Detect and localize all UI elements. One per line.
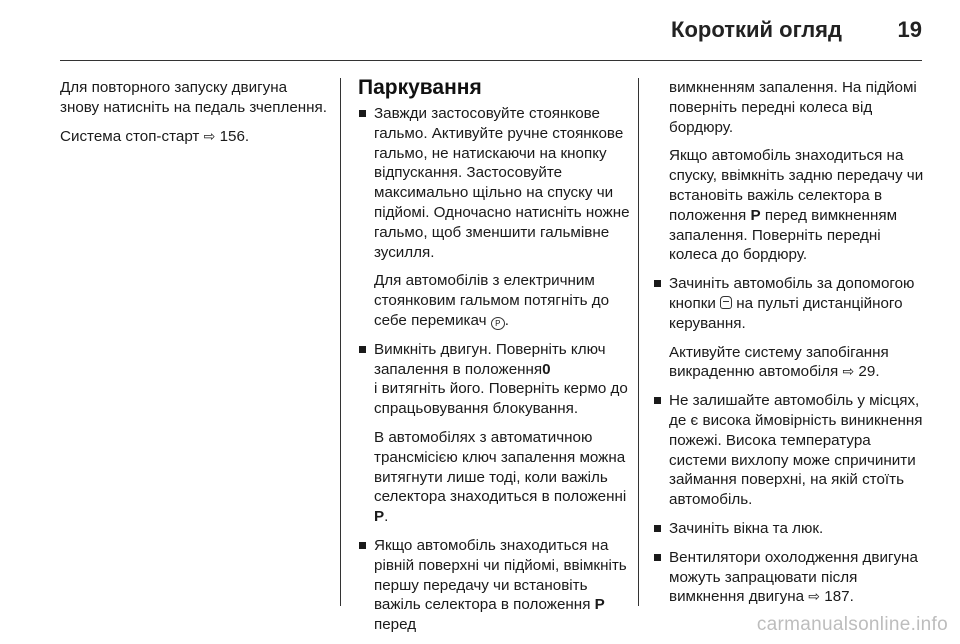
list-item: Вимкніть двигун. Поверніть ключ запалення в положення0 і витягніть його. Поверніть кермо до спрацьовування блокування. [358, 340, 630, 419]
page-reference-arrow-icon: ⇨ [842, 363, 855, 380]
list-item-note: Для автомобілів з електричним стоянковим гальмом потягніть до себе перемикач P . [374, 272, 610, 329]
left-column [60, 78, 330, 155]
header-divider [60, 60, 922, 61]
stop-start-reference: Система стоп-старт ⇨ 156. [60, 127, 250, 145]
list-item: Завжди застосовуйте стоянкове гальмо. Активуйте ручне стоянкове гальмо, не натискаючи на кнопку відпускання. Застосовуйте максимально щільно на спуску чи підйомі. Одночасно натисніть ножне гальмо, щоб зменшити гальмівне зусилля. [358, 104, 630, 262]
bullet-square-icon [654, 554, 661, 561]
page-title: Короткий огляд [671, 17, 842, 42]
bullet-square-icon [359, 346, 366, 353]
section-title: Паркування [358, 76, 482, 99]
list-item-continuation: вимкненням запалення. На підйомі поверніть передні колеса від бордюру. [669, 79, 917, 136]
list-item-note: Активуйте систему запобігання викраденню автомобіля ⇨ 29. [669, 343, 889, 381]
page-number: 19 [897, 17, 922, 42]
right-column [653, 78, 925, 616]
page-header [0, 0, 960, 62]
list-item: Зачиніть автомобіль за допомогою кнопки на пульті дистанційного керування. [653, 274, 925, 333]
restart-paragraph: Для повторного запуску двигуна знову натисніть на педаль зчеплення. [60, 79, 327, 116]
page-reference-arrow-icon: ⇨ [808, 588, 821, 605]
bullet-square-icon [654, 525, 661, 532]
bullet-square-icon [359, 110, 366, 117]
list-item: Вентилятори охолодження двигуна можуть запрацювати після вимкнення двигуна ⇨ 187. [653, 548, 925, 607]
page-reference-link[interactable]: 187. [820, 588, 854, 606]
list-item: Не залишайте автомобіль у місцях, де є висока ймовірність виникнення пожежі. Висока температура системи вихлопу може спричинити займання поверхні, на якій стоїть автомобіль. [653, 391, 925, 510]
watermark: carmanualsonline.info [756, 614, 948, 635]
bullet-square-icon [654, 280, 661, 287]
list-item-note: Якщо автомобіль знаходиться на спуску, ввімкніть задню передачу чи встановіть важіль селектора в положення P перед вимкненням запалення. Поверніть передні колеса до бордюру. [669, 147, 924, 264]
column-divider-2 [638, 78, 639, 606]
bullet-square-icon [359, 542, 366, 549]
list-item: Якщо автомобіль знаходиться на рівній поверхні чи підйомі, ввімкніть першу передачу чи встановіть важіль селектора в положення P перед [358, 536, 630, 635]
page-reference-link[interactable]: 156. [215, 127, 250, 145]
column-divider-1 [340, 78, 341, 606]
bullet-square-icon [654, 397, 661, 404]
page-reference-link[interactable]: 29. [854, 363, 880, 381]
middle-column [358, 78, 630, 644]
lock-icon [720, 296, 732, 309]
page-reference-arrow-icon: ⇨ [203, 127, 216, 144]
list-item: Зачиніть вікна та люк. [653, 519, 925, 539]
parking-brake-switch-icon: P [491, 317, 505, 330]
list-item-note: В автомобілях з автоматичною трансмісією ключ запалення можна витягнути лише тоді, коли важіль селектора знаходиться в положенні P. [374, 428, 627, 526]
